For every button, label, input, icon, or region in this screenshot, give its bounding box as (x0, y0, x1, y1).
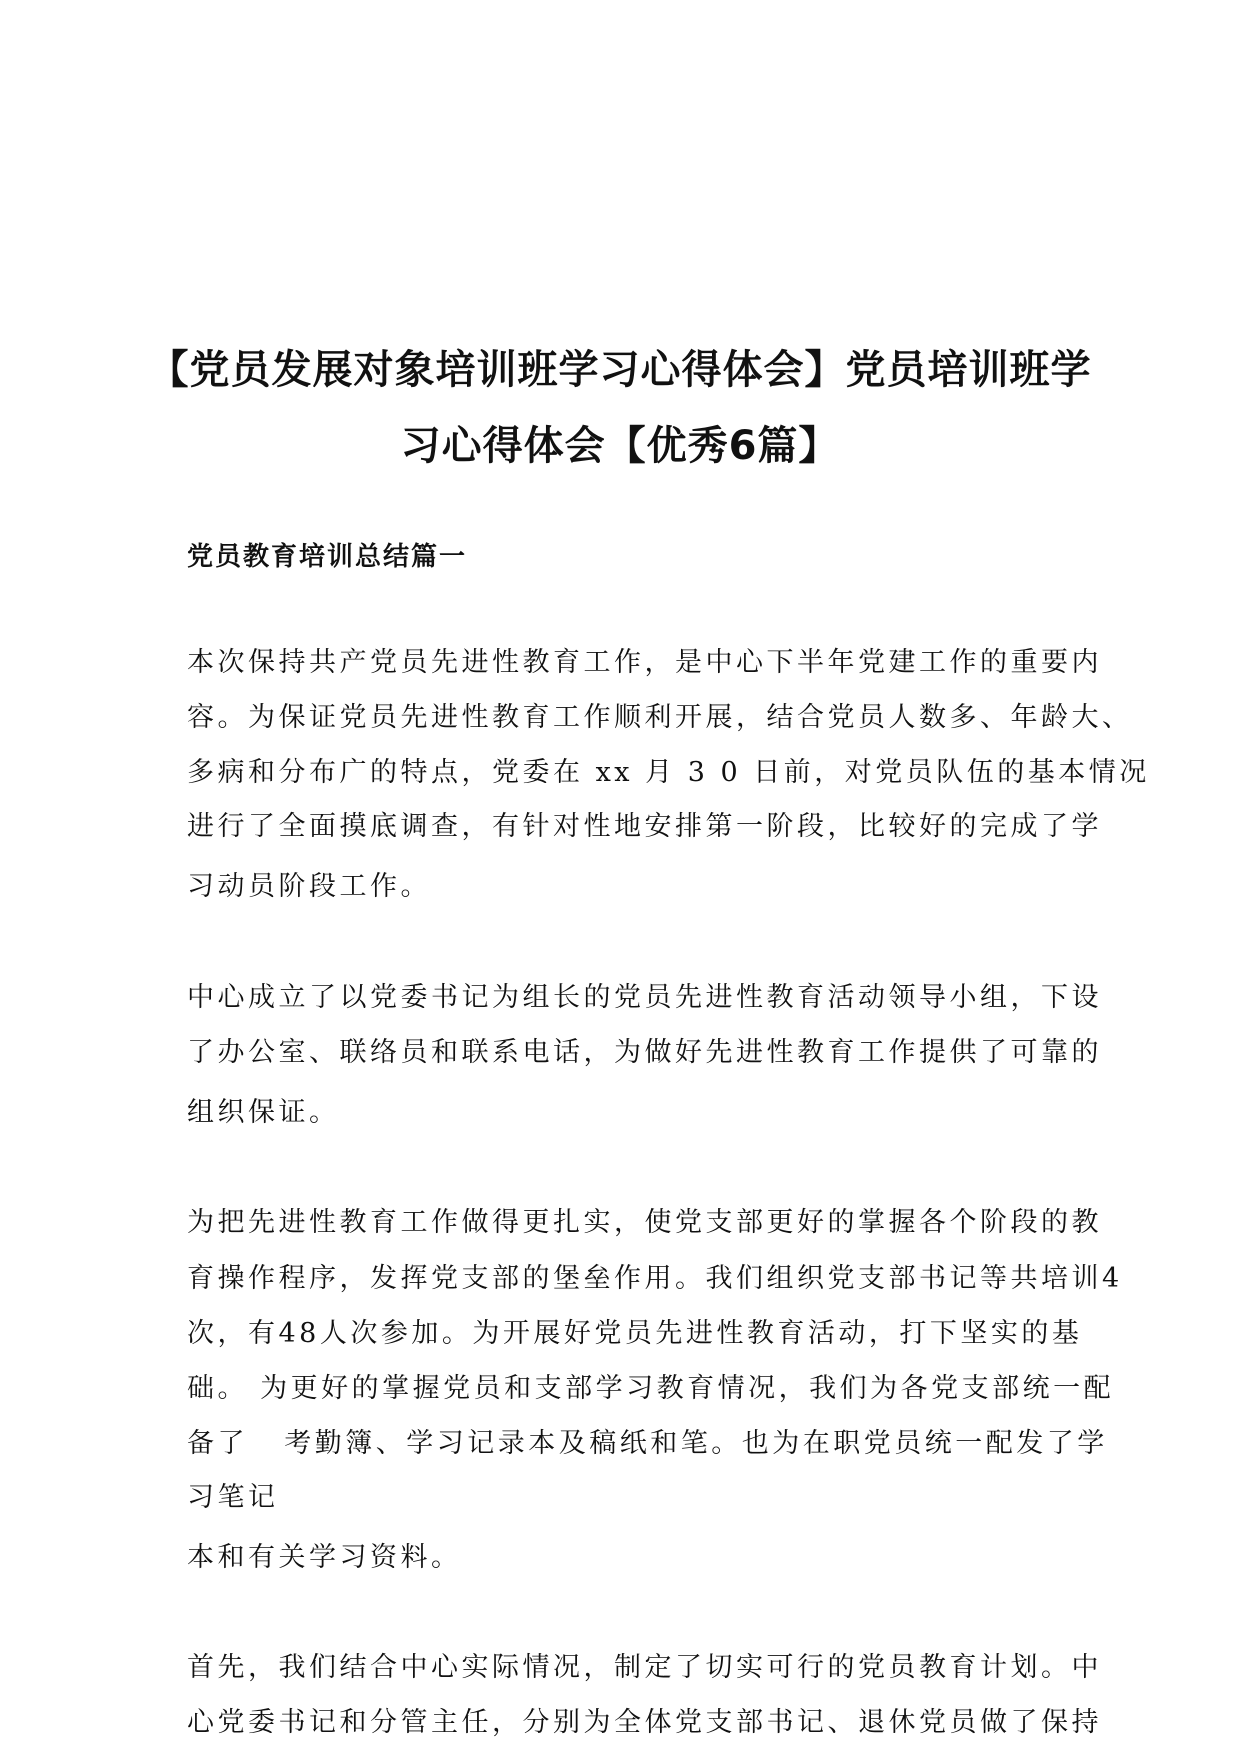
paragraph-3-line-5: 备了 考勤簿、学习记录本及稿纸和笔。也为在职党员统一配发了学 (187, 1428, 1108, 1459)
paragraph-1-line-2: 容。为保证党员先进性教育工作顺利开展，结合党员人数多、年龄大、 (187, 702, 1133, 733)
paragraph-3-line-1: 为把先进性教育工作做得更扎实，使党支部更好的掌握各个阶段的教 (187, 1207, 1102, 1238)
paragraph-1-line-3: 多病和分布广的特点，党委在 xx 月 3 0 日前，对党员队伍的基本情况 (187, 757, 1150, 788)
paragraph-4-line-1: 首先，我们结合中心实际情况，制定了切实可行的党员教育计划。中 (187, 1652, 1102, 1683)
paragraph-3-line-7: 本和有关学习资料。 (187, 1542, 462, 1573)
paragraph-3-line-2: 育操作程序，发挥党支部的堡垒作用。我们组织党支部书记等共培训4 (187, 1263, 1123, 1294)
paragraph-1-line-4: 进行了全面摸底调查，有针对性地安排第一阶段，比较好的完成了学 (187, 811, 1102, 842)
paragraph-3-line-3: 次，有48人次参加。为开展好党员先进性教育活动，打下坚实的基 (187, 1318, 1083, 1349)
section-heading: 党员教育培训总结篇一 (187, 542, 468, 572)
paragraph-2-line-2: 了办公室、联络员和联系电话，为做好先进性教育工作提供了可靠的 (187, 1037, 1102, 1068)
paragraph-2-line-3: 组织保证。 (187, 1097, 340, 1128)
document-title-line-2: 习心得体会【优秀6篇】 (400, 423, 840, 469)
paragraph-3-line-4: 础。 为更好的掌握党员和支部学习教育情况，我们为各党支部统一配 (187, 1373, 1115, 1404)
paragraph-4-line-2: 心党委书记和分管主任，分别为全体党支部书记、退休党员做了保持 (187, 1707, 1102, 1738)
paragraph-1-line-5: 习动员阶段工作。 (187, 871, 431, 902)
document-title-line-1: 【党员发展对象培训班学习心得体会】党员培训班学 (148, 347, 1092, 393)
paragraph-1-line-1: 本次保持共产党员先进性教育工作，是中心下半年党建工作的重要内 (187, 647, 1102, 678)
paragraph-3-line-6: 习笔记 (187, 1482, 279, 1513)
paragraph-2-line-1: 中心成立了以党委书记为组长的党员先进性教育活动领导小组，下设 (187, 982, 1102, 1013)
